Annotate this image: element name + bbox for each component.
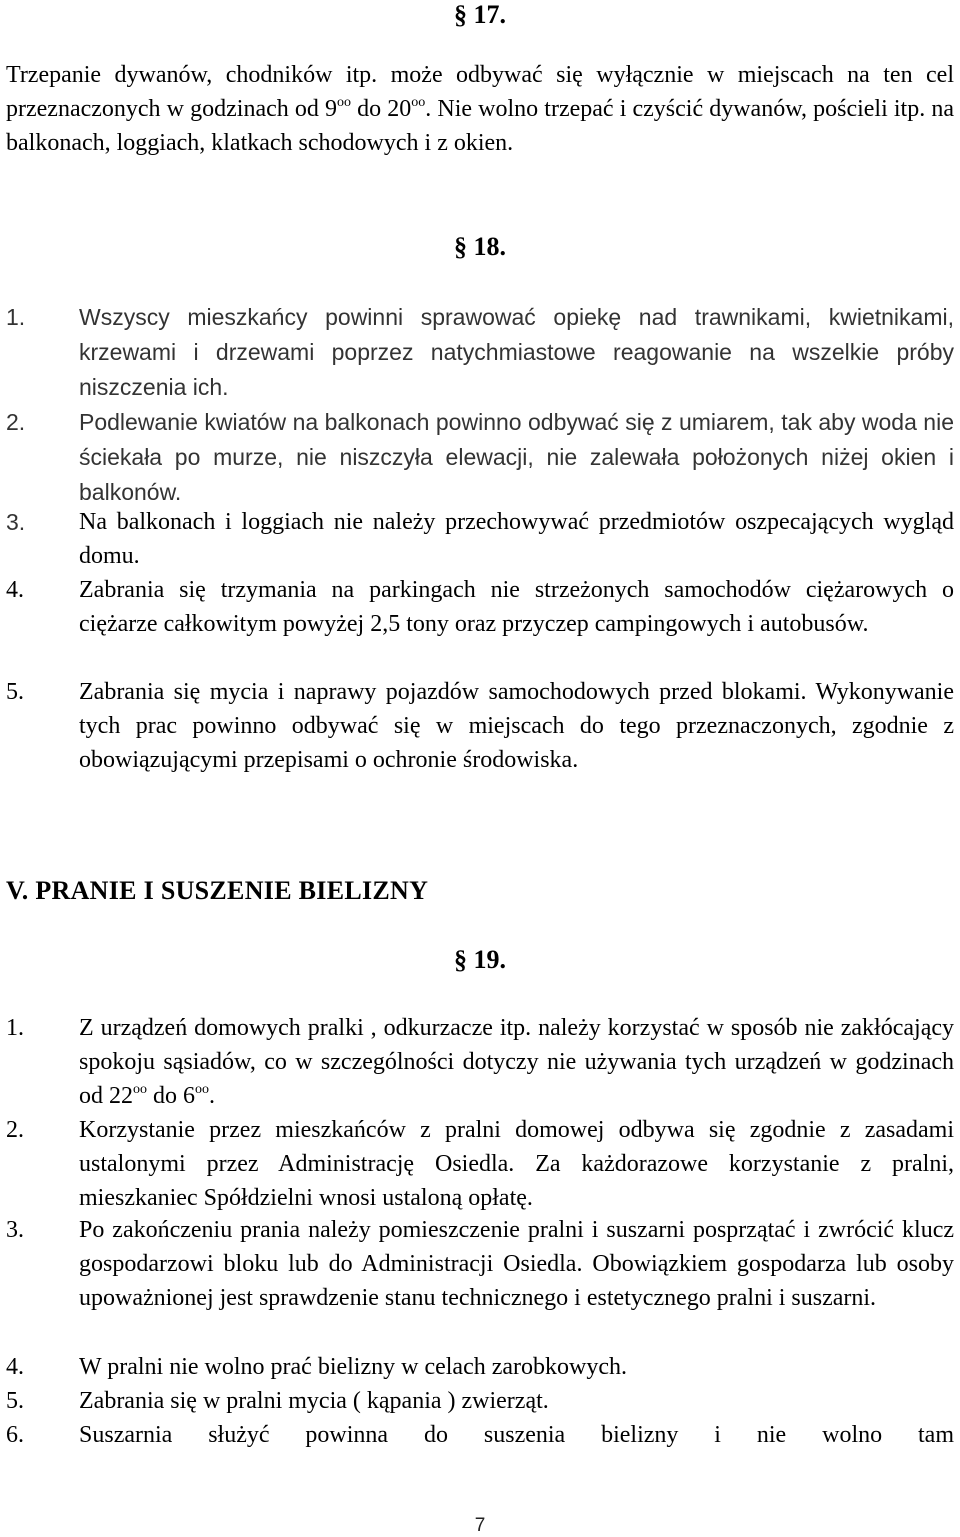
list-text: Suszarnia służyć powinna do suszenia bielizny i nie wolno tam	[79, 1422, 954, 1448]
list-text: Po zakończeniu prania należy pomieszczenie pralni i suszarni posprzątać i zwrócić klucz gospodarzowi bloku lub do Administracji Osiedla. Obowiązkiem gospodarza lub osoby upoważnionej jest sprawdzenie stanu technicznego i estetycznego pralni i suszarni.	[79, 1217, 954, 1311]
list-number: 1.	[6, 304, 26, 330]
list-item-18-1	[6, 300, 954, 405]
list-text: W pralni nie wolno prać bielizny w celach zarobkowych.	[79, 1354, 628, 1380]
list-number: 4.	[6, 577, 24, 603]
list-item-18-3	[6, 505, 954, 573]
list-item-19-6	[6, 1418, 954, 1452]
list-number: 5.	[6, 679, 24, 705]
list-number: 5.	[6, 1388, 24, 1414]
list-number: 3.	[6, 1217, 24, 1243]
list-item-19-4	[6, 1350, 954, 1384]
section-19-heading: § 19.	[454, 945, 506, 974]
list-item-18-4	[6, 573, 954, 641]
list-item-19-5	[6, 1384, 954, 1418]
paragraph-17	[6, 58, 954, 160]
list-text: Zabrania się mycia i naprawy pojazdów samochodowych przed blokami. Wykonywanie tych prac powinno odbywać się w miejscach do tego przeznaczonych, zgodnie z obowiązującymi przepisami o ochronie środowiska.	[79, 679, 954, 773]
page-number: 7	[474, 1515, 486, 1536]
list-text-a: Z urządzeń domowych pralki , odkurzacze itp. należy korzystać w sposób nie zakłócający spokoju sąsiadów, co w szczególności dotyczy nie używania tych urządzeń w godzinach od 22	[79, 1015, 954, 1109]
list-number: 2.	[6, 409, 26, 435]
list-number: 6.	[6, 1422, 24, 1448]
list-item-18-2	[6, 405, 954, 510]
list-text: Wszyscy mieszkańcy powinni sprawować opiekę nad trawnikami, kwietnikami, krzewami i drzewami poprzez natychmiastowe reagowanie na wszelkie próby niszczenia ich.	[79, 304, 954, 400]
section-17-heading: § 17.	[454, 0, 506, 29]
list-item-19-3	[6, 1213, 954, 1315]
list-number: 4.	[6, 1354, 24, 1380]
superscript: oo	[411, 95, 426, 110]
list-item-18-5	[6, 675, 954, 777]
chapter-heading: V. PRANIE I SUSZENIE BIELIZNY	[6, 876, 429, 905]
paragraph-17-text-a: Trzepanie dywanów, chodników itp. może odbywać się wyłącznie w miejscach na ten cel przeznaczonych w godzinach od 9	[6, 62, 954, 122]
list-number: 1.	[6, 1015, 24, 1041]
list-text-c: .	[209, 1083, 215, 1109]
list-item-19-2	[6, 1113, 954, 1215]
list-number: 3.	[6, 509, 26, 535]
section-18-heading: § 18.	[454, 232, 506, 261]
list-text: Podlewanie kwiatów na balkonach powinno odbywać się z umiarem, tak aby woda nie ściekała po murze, nie niszczyła elewacji, nie zalewała położonych niżej okien i balkonów.	[79, 409, 954, 505]
list-text: Korzystanie przez mieszkańców z pralni domowej odbywa się zgodnie z zasadami ustalonymi przez Administrację Osiedla. Za każdorazowe korzystanie z pralni, mieszkaniec Spółdzielni wnosi ustaloną opłatę.	[79, 1117, 954, 1211]
list-text: Zabrania się trzymania na parkingach nie strzeżonych samochodów ciężarowych o ciężarze całkowitym powyżej 2,5 tony oraz przyczep campingowych i autobusów.	[79, 577, 954, 637]
paragraph-17-text-b: do 20	[351, 96, 412, 122]
paragraph-17-text-c: . Nie wolno trzepać i czyścić dywanów, pościeli itp. na balkonach, loggiach, klatkach schodowych i z okien.	[6, 96, 954, 156]
list-text-b: do 6	[147, 1083, 195, 1109]
superscript: oo	[195, 1082, 209, 1097]
list-text	[79, 1011, 954, 1113]
list-number: 2.	[6, 1117, 24, 1143]
superscript: oo	[133, 1082, 147, 1097]
list-text: Na balkonach i loggiach nie należy przechowywać przedmiotów oszpecających wygląd domu.	[79, 509, 954, 569]
superscript: oo	[337, 95, 352, 110]
list-text: Zabrania się w pralni mycia ( kąpania ) zwierząt.	[79, 1388, 549, 1414]
list-item-19-1	[6, 1011, 954, 1113]
